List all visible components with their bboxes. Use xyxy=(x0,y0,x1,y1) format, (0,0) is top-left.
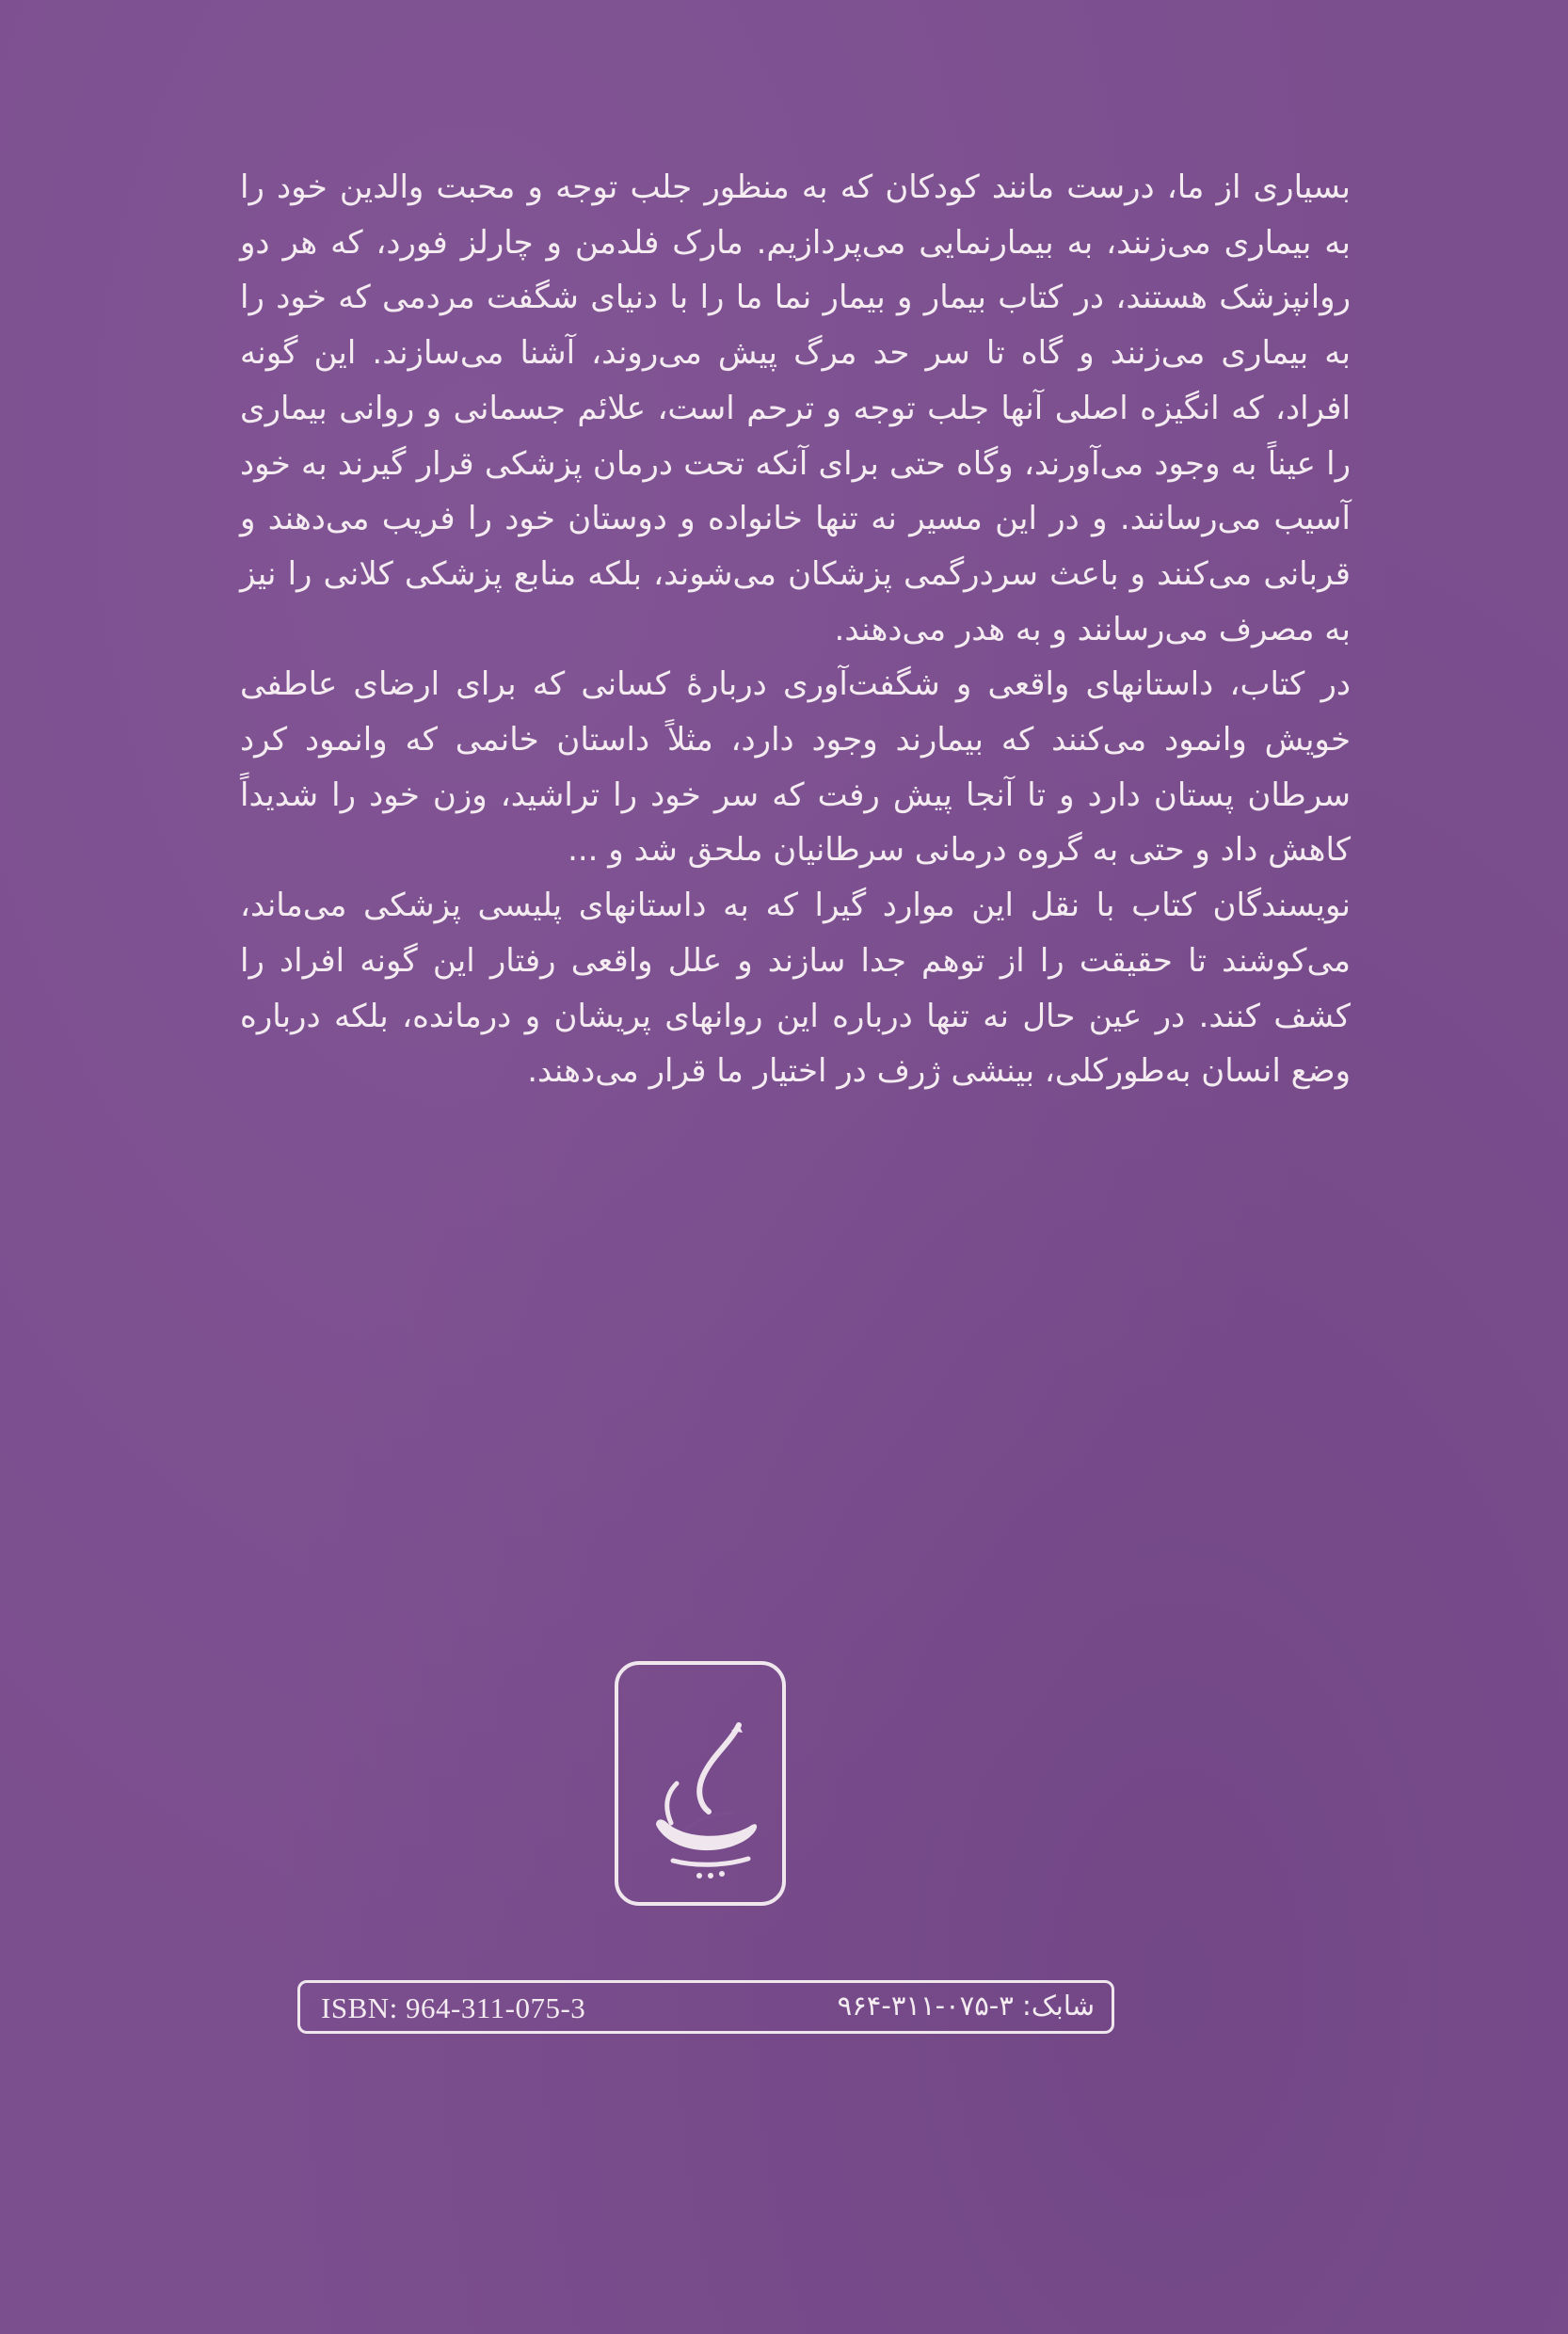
blurb-paragraph: بسیاری از ما، درست مانند کودکان که به منظور جلب توجه و محبت والدین خود را به بیماری می‌زنند، به بیمارنمایی می‌پردازیم. مارک فلدمن و چارلز فورد، که هر دو روانپزشک هستند، در کتاب بیمار و بیمار نما ما را با دنیای شگفت مردمی که خود را به بیماری می‌زنند و گاه تا سر حد مرگ پیش می‌روند، آشنا می‌سازند. این گونه افراد، که انگیزه اصلی آنها جلب توجه و ترحم است، علائم جسمانی و روانی بیماری را عیناً به وجود می‌آورند، وگاه حتی برای آنکه تحت درمان پزشکی قرار گیرند به خود آسیب می‌رسانند. و در این مسیر نه تنها خانواده و دوستان خود را فریب می‌دهند و قربانی می‌کنند و باعث سردرگمی پزشکان می‌شوند، بلکه منابع پزشکی کلانی را نیز به مصرف می‌رسانند و به هدر می‌دهند. xyxy=(240,168,1351,648)
isbn-box xyxy=(297,1980,1114,2034)
blurb-paragraph: نویسندگان کتاب با نقل این موارد گیرا که به داستانهای پلیسی پزشکی می‌ماند، می‌کوشند تا حقیقت را از توهم جدا سازند و علل واقعی رفتار این گونه افراد را کشف کنند. در عین حال نه تنها درباره این روانهای پریشان و درمانده، بلکه درباره وضع انسان به‌طورکلی، بینشی ژرف در اختیار ما قرار می‌دهند. xyxy=(240,887,1351,1091)
publisher-logo xyxy=(615,1661,786,1906)
blurb-paragraph: در کتاب، داستانهای واقعی و شگفت‌آوری دربارهٔ کسانی که برای ارضای عاطفی خویش وانمود می‌کنند که بیمارند وجود دارد، مثلاً داستان خانمی که وانمود کرد سرطان پستان دارد و تا آنجا پیش رفت که سر خود را تراشید، وزن خود را شدیداً کاهش داد و حتی به گروه درمانی سرطانیان ملحق شد و ... xyxy=(240,665,1351,870)
blurb-text xyxy=(240,160,1351,1099)
phoenix-bird-icon xyxy=(618,1665,782,1902)
isbn-latin: ISBN: 964-311-075-3 xyxy=(321,1991,586,2024)
isbn-persian: شابک: ۳-۰۷۵-۳۱۱-۹۶۴ xyxy=(837,1990,1095,2022)
